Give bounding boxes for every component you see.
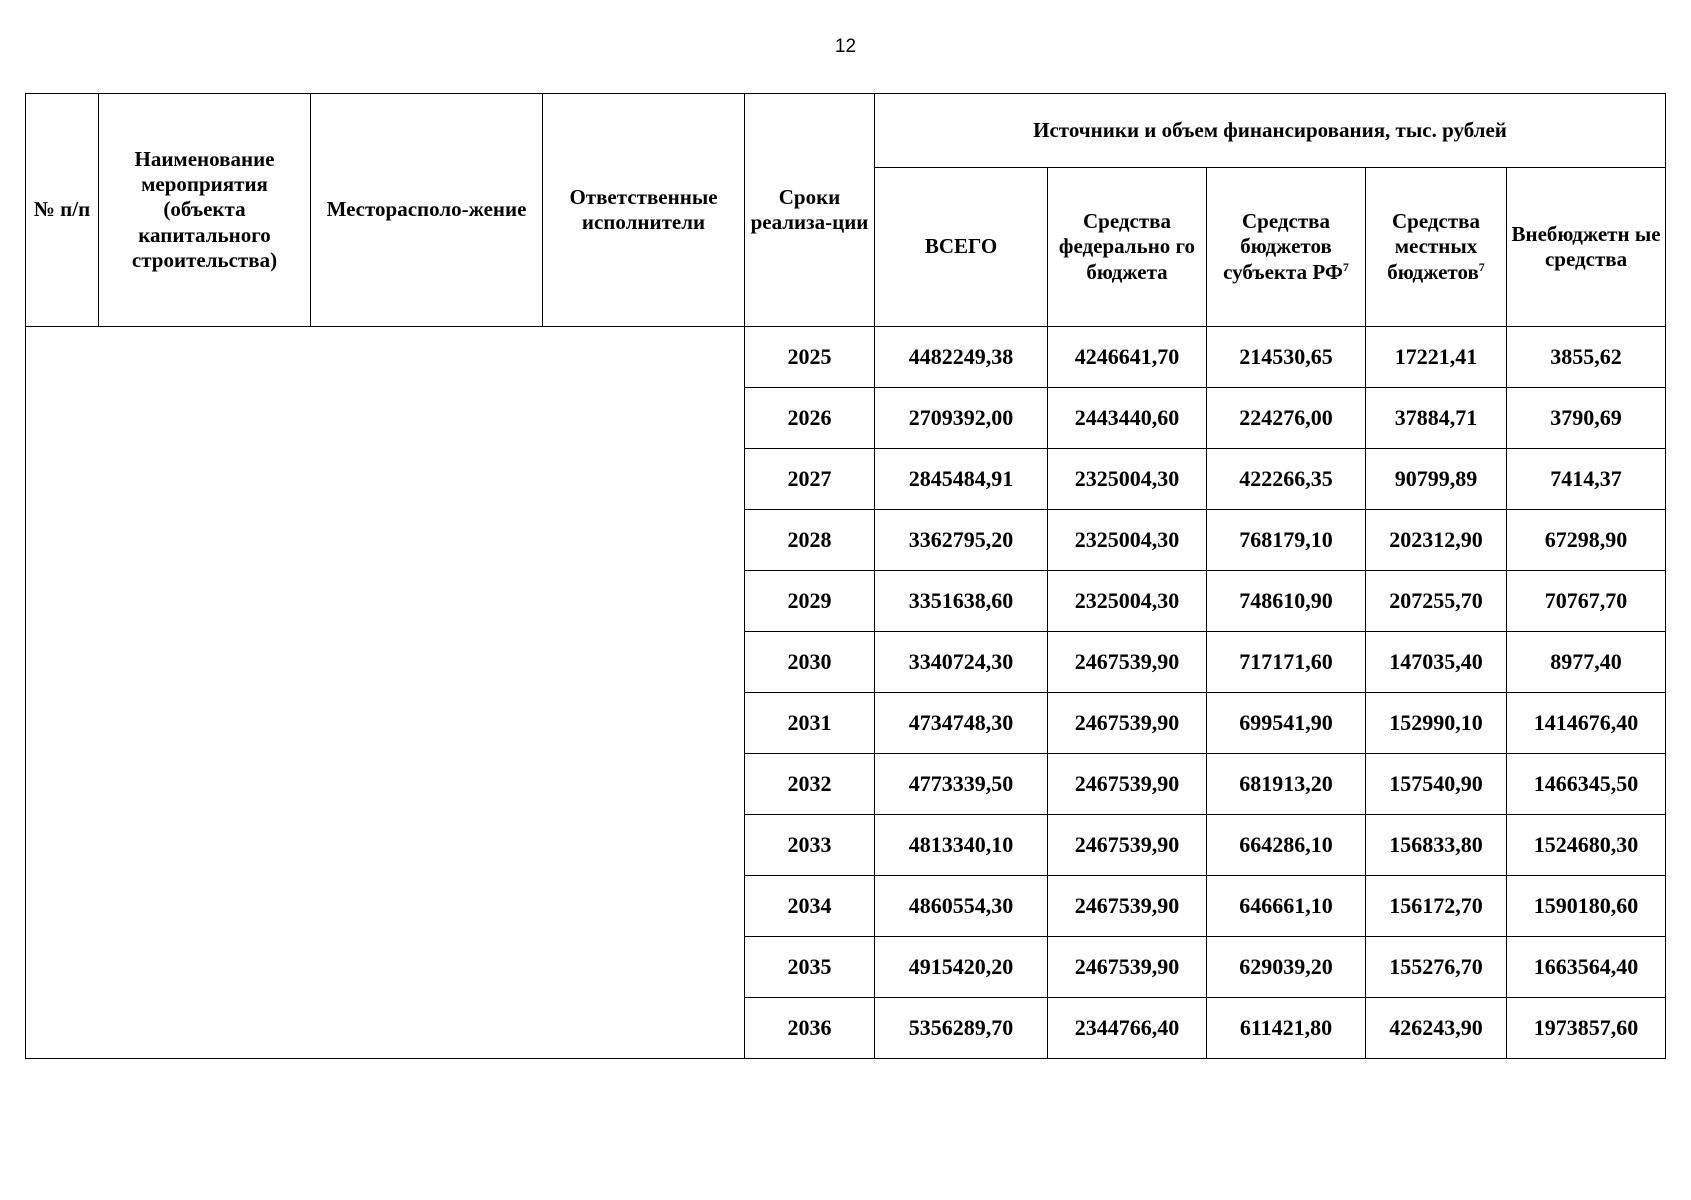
header-local-label: Средства местных бюджетов bbox=[1387, 209, 1480, 284]
cell-local: 155276,70 bbox=[1366, 937, 1507, 998]
cell-federal: 4246641,70 bbox=[1048, 327, 1207, 388]
cell-local: 152990,10 bbox=[1366, 693, 1507, 754]
cell-total: 2845484,91 bbox=[875, 449, 1048, 510]
cell-extra: 3790,69 bbox=[1507, 388, 1666, 449]
cell-local: 426243,90 bbox=[1366, 998, 1507, 1059]
cell-federal: 2325004,30 bbox=[1048, 510, 1207, 571]
header-name: Наименование мероприятия (объекта капитального строительства) bbox=[99, 94, 311, 327]
header-federal: Средства федерально го бюджета bbox=[1048, 168, 1207, 327]
footnote-mark: 7 bbox=[1342, 259, 1349, 274]
cell-total: 4915420,20 bbox=[875, 937, 1048, 998]
cell-extra: 1590180,60 bbox=[1507, 876, 1666, 937]
cell-year: 2030 bbox=[745, 632, 875, 693]
cell-extra: 7414,37 bbox=[1507, 449, 1666, 510]
cell-local: 37884,71 bbox=[1366, 388, 1507, 449]
cell-year: 2028 bbox=[745, 510, 875, 571]
cell-year: 2035 bbox=[745, 937, 875, 998]
header-extra: Внебюджетн ые средства bbox=[1507, 168, 1666, 327]
header-location: Месторасполо-жение bbox=[311, 94, 543, 327]
cell-year: 2031 bbox=[745, 693, 875, 754]
cell-total: 5356289,70 bbox=[875, 998, 1048, 1059]
cell-subject: 748610,90 bbox=[1207, 571, 1366, 632]
cell-extra: 67298,90 bbox=[1507, 510, 1666, 571]
cell-year: 2032 bbox=[745, 754, 875, 815]
cell-federal: 2325004,30 bbox=[1048, 571, 1207, 632]
cell-extra: 1466345,50 bbox=[1507, 754, 1666, 815]
cell-local: 157540,90 bbox=[1366, 754, 1507, 815]
table-header bbox=[26, 94, 1666, 327]
footnote-mark: 7 bbox=[1478, 259, 1485, 274]
cell-year: 2026 bbox=[745, 388, 875, 449]
cell-federal: 2467539,90 bbox=[1048, 815, 1207, 876]
cell-total: 4813340,10 bbox=[875, 815, 1048, 876]
cell-total: 4482249,38 bbox=[875, 327, 1048, 388]
cell-federal: 2467539,90 bbox=[1048, 632, 1207, 693]
cell-total: 4734748,30 bbox=[875, 693, 1048, 754]
header-total: ВСЕГО bbox=[875, 168, 1048, 327]
header-sources: Источники и объем финансирования, тыс. рублей bbox=[875, 94, 1666, 168]
cell-subject: 664286,10 bbox=[1207, 815, 1366, 876]
cell-extra: 1663564,40 bbox=[1507, 937, 1666, 998]
cell-federal: 2443440,60 bbox=[1048, 388, 1207, 449]
header-period: Сроки реализа-ции bbox=[745, 94, 875, 327]
header-subject bbox=[1207, 168, 1366, 327]
cell-subject: 214530,65 bbox=[1207, 327, 1366, 388]
financing-table bbox=[25, 93, 1666, 1059]
cell-total: 2709392,00 bbox=[875, 388, 1048, 449]
cell-year: 2025 bbox=[745, 327, 875, 388]
cell-local: 202312,90 bbox=[1366, 510, 1507, 571]
cell-local: 147035,40 bbox=[1366, 632, 1507, 693]
cell-year: 2036 bbox=[745, 998, 875, 1059]
cell-subject: 611421,80 bbox=[1207, 998, 1366, 1059]
header-local bbox=[1366, 168, 1507, 327]
page-number: 12 bbox=[834, 36, 857, 57]
cell-subject: 768179,10 bbox=[1207, 510, 1366, 571]
cell-total: 3351638,60 bbox=[875, 571, 1048, 632]
cell-subject: 629039,20 bbox=[1207, 937, 1366, 998]
table-body bbox=[26, 327, 1666, 1059]
cell-subject: 422266,35 bbox=[1207, 449, 1366, 510]
header-subject-label: Средства бюджетов субъекта РФ bbox=[1223, 209, 1343, 284]
cell-total: 4773339,50 bbox=[875, 754, 1048, 815]
header-executors: Ответственные исполнители bbox=[543, 94, 745, 327]
cell-subject: 681913,20 bbox=[1207, 754, 1366, 815]
empty-merged-cell bbox=[26, 327, 745, 1059]
cell-federal: 2467539,90 bbox=[1048, 876, 1207, 937]
cell-subject: 717171,60 bbox=[1207, 632, 1366, 693]
cell-local: 90799,89 bbox=[1366, 449, 1507, 510]
header-num: № п/п bbox=[26, 94, 99, 327]
cell-local: 207255,70 bbox=[1366, 571, 1507, 632]
cell-extra: 1524680,30 bbox=[1507, 815, 1666, 876]
cell-year: 2034 bbox=[745, 876, 875, 937]
cell-year: 2033 bbox=[745, 815, 875, 876]
cell-federal: 2467539,90 bbox=[1048, 937, 1207, 998]
cell-subject: 646661,10 bbox=[1207, 876, 1366, 937]
cell-federal: 2344766,40 bbox=[1048, 998, 1207, 1059]
cell-extra: 70767,70 bbox=[1507, 571, 1666, 632]
cell-total: 3340724,30 bbox=[875, 632, 1048, 693]
cell-local: 156172,70 bbox=[1366, 876, 1507, 937]
cell-subject: 224276,00 bbox=[1207, 388, 1366, 449]
table-row bbox=[26, 327, 1666, 388]
cell-local: 156833,80 bbox=[1366, 815, 1507, 876]
cell-extra: 3855,62 bbox=[1507, 327, 1666, 388]
cell-year: 2029 bbox=[745, 571, 875, 632]
cell-federal: 2467539,90 bbox=[1048, 754, 1207, 815]
cell-local: 17221,41 bbox=[1366, 327, 1507, 388]
cell-federal: 2467539,90 bbox=[1048, 693, 1207, 754]
cell-subject: 699541,90 bbox=[1207, 693, 1366, 754]
cell-extra: 1414676,40 bbox=[1507, 693, 1666, 754]
cell-federal: 2325004,30 bbox=[1048, 449, 1207, 510]
cell-year: 2027 bbox=[745, 449, 875, 510]
cell-total: 4860554,30 bbox=[875, 876, 1048, 937]
cell-extra: 1973857,60 bbox=[1507, 998, 1666, 1059]
cell-total: 3362795,20 bbox=[875, 510, 1048, 571]
cell-extra: 8977,40 bbox=[1507, 632, 1666, 693]
